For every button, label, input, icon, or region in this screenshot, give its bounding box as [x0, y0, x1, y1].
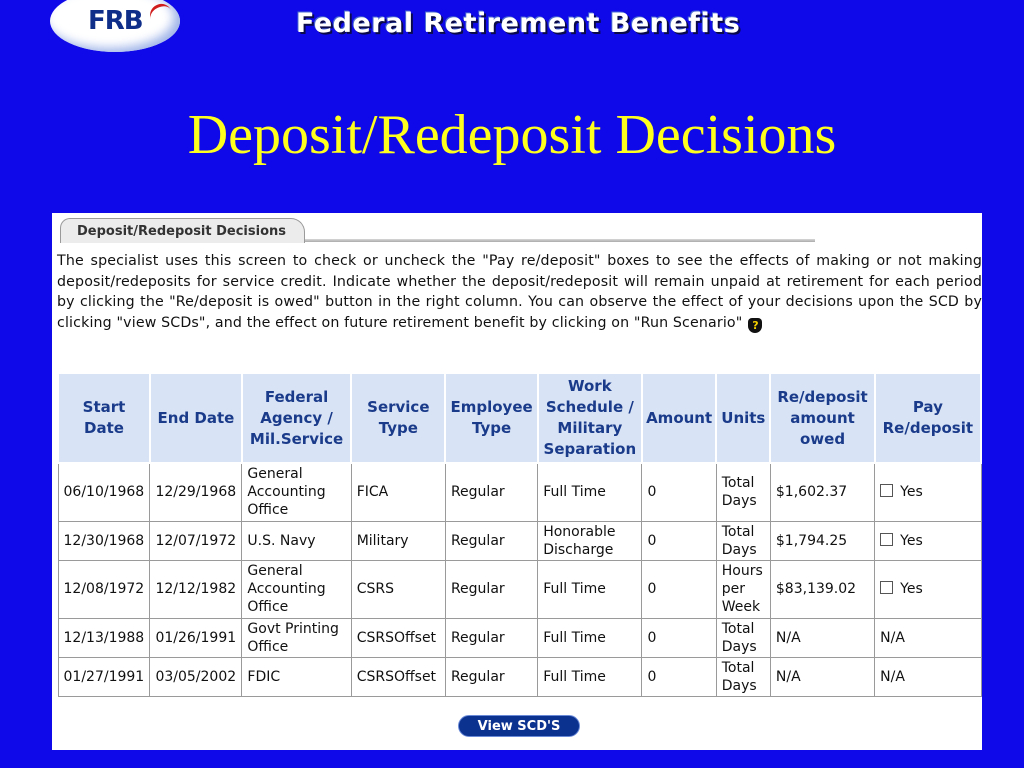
cell-end: 12/29/1968: [150, 463, 242, 521]
cell-schedule: Full Time: [538, 463, 642, 521]
cell-units: Total Days: [716, 521, 770, 560]
cell-service: CSRSOffset: [351, 618, 445, 657]
table-row: [58, 657, 981, 696]
cell-service: CSRSOffset: [351, 657, 445, 696]
cell-employee: Regular: [445, 560, 537, 618]
cell-agency: Govt Printing Office: [242, 618, 351, 657]
cell-units: Total Days: [716, 463, 770, 521]
view-scds-button[interactable]: View SCD'S: [458, 715, 580, 737]
cell-units: Total Days: [716, 618, 770, 657]
pay-checkbox[interactable]: [880, 581, 893, 594]
cell-end: 03/05/2002: [150, 657, 242, 696]
col-start-date: Start Date: [58, 373, 150, 463]
banner-title: Federal Retirement Benefits: [296, 8, 741, 39]
table-row: [58, 463, 981, 521]
header-banner: [0, 0, 1024, 52]
table-row: [58, 560, 981, 618]
slide-title: Deposit/Redeposit Decisions: [187, 104, 837, 166]
col-employee-type: Employee Type: [445, 373, 537, 463]
col-pay-redeposit: Pay Re/deposit: [875, 373, 981, 463]
cell-agency: FDIC: [242, 657, 351, 696]
cell-pay: [875, 463, 981, 521]
logo-text: FRB: [88, 6, 143, 36]
col-work-schedule: Work Schedule / Military Separation: [538, 373, 642, 463]
cell-end: 12/12/1982: [150, 560, 242, 618]
cell-units: Hours per Week: [716, 560, 770, 618]
description-body: The specialist uses this screen to check or uncheck the "Pay re/deposit" boxes to see the effects of making or not making deposit/redeposits for service credit. Indicate whether the deposit/redeposit will remain unpaid at retirement for each period by clicking the "Re/deposit is owed" button in the right column. You can observe the effect of your decisions upon the SCD by clicking "view SCDs", and the effect on future retirement benefit by clicking on "Run Scenario": [57, 253, 982, 331]
cell-end: 01/26/1991: [150, 618, 242, 657]
cell-owed: N/A: [770, 657, 874, 696]
col-agency: Federal Agency / Mil.Service: [242, 373, 351, 463]
cell-start: 12/08/1972: [58, 560, 150, 618]
screenshot-panel: [52, 213, 982, 750]
cell-amount: 0: [642, 463, 716, 521]
pay-label: Yes: [900, 484, 923, 501]
cell-schedule: Full Time: [538, 618, 642, 657]
cell-schedule: Full Time: [538, 657, 642, 696]
cell-units: Total Days: [716, 657, 770, 696]
cell-start: 12/13/1988: [58, 618, 150, 657]
cell-employee: Regular: [445, 521, 537, 560]
cell-schedule: Honorable Discharge: [538, 521, 642, 560]
pay-checkbox[interactable]: [880, 484, 893, 497]
cell-start: 12/30/1968: [58, 521, 150, 560]
cell-schedule: Full Time: [538, 560, 642, 618]
cell-pay: [875, 560, 981, 618]
cell-amount: 0: [642, 521, 716, 560]
tab-underline: [305, 239, 815, 242]
cell-owed: N/A: [770, 618, 874, 657]
cell-service: FICA: [351, 463, 445, 521]
cell-amount: 0: [642, 657, 716, 696]
table-row: [58, 618, 981, 657]
cell-agency: General Accounting Office: [242, 463, 351, 521]
service-periods-table: [57, 372, 982, 697]
description-text: [57, 251, 982, 333]
col-amount: Amount: [642, 373, 716, 463]
cell-agency: U.S. Navy: [242, 521, 351, 560]
col-redeposit-owed: Re/deposit amount owed: [770, 373, 874, 463]
cell-amount: 0: [642, 618, 716, 657]
cell-pay: N/A: [875, 618, 981, 657]
col-units: Units: [716, 373, 770, 463]
cell-start: 06/10/1968: [58, 463, 150, 521]
pay-label: Yes: [900, 581, 923, 597]
cell-employee: Regular: [445, 463, 537, 521]
cell-owed: $83,139.02: [770, 560, 874, 618]
cell-end: 12/07/1972: [150, 521, 242, 560]
cell-service: CSRS: [351, 560, 445, 618]
table-row: [58, 521, 981, 560]
cell-service: Military: [351, 521, 445, 560]
cell-employee: Regular: [445, 657, 537, 696]
col-service-type: Service Type: [351, 373, 445, 463]
cell-pay: N/A: [875, 657, 981, 696]
pay-checkbox[interactable]: [880, 533, 893, 546]
table-header-row: [58, 373, 981, 463]
cell-agency: General Accounting Office: [242, 560, 351, 618]
cell-start: 01/27/1991: [58, 657, 150, 696]
cell-amount: 0: [642, 560, 716, 618]
cell-pay: [875, 521, 981, 560]
cell-owed: $1,602.37: [770, 463, 874, 521]
cell-owed: $1,794.25: [770, 521, 874, 560]
col-end-date: End Date: [150, 373, 242, 463]
tab-deposit-redeposit-decisions[interactable]: Deposit/Redeposit Decisions: [60, 218, 305, 243]
tab-bar: [52, 213, 982, 243]
cell-employee: Regular: [445, 618, 537, 657]
pay-label: Yes: [900, 532, 923, 549]
help-icon[interactable]: ?: [748, 318, 762, 333]
